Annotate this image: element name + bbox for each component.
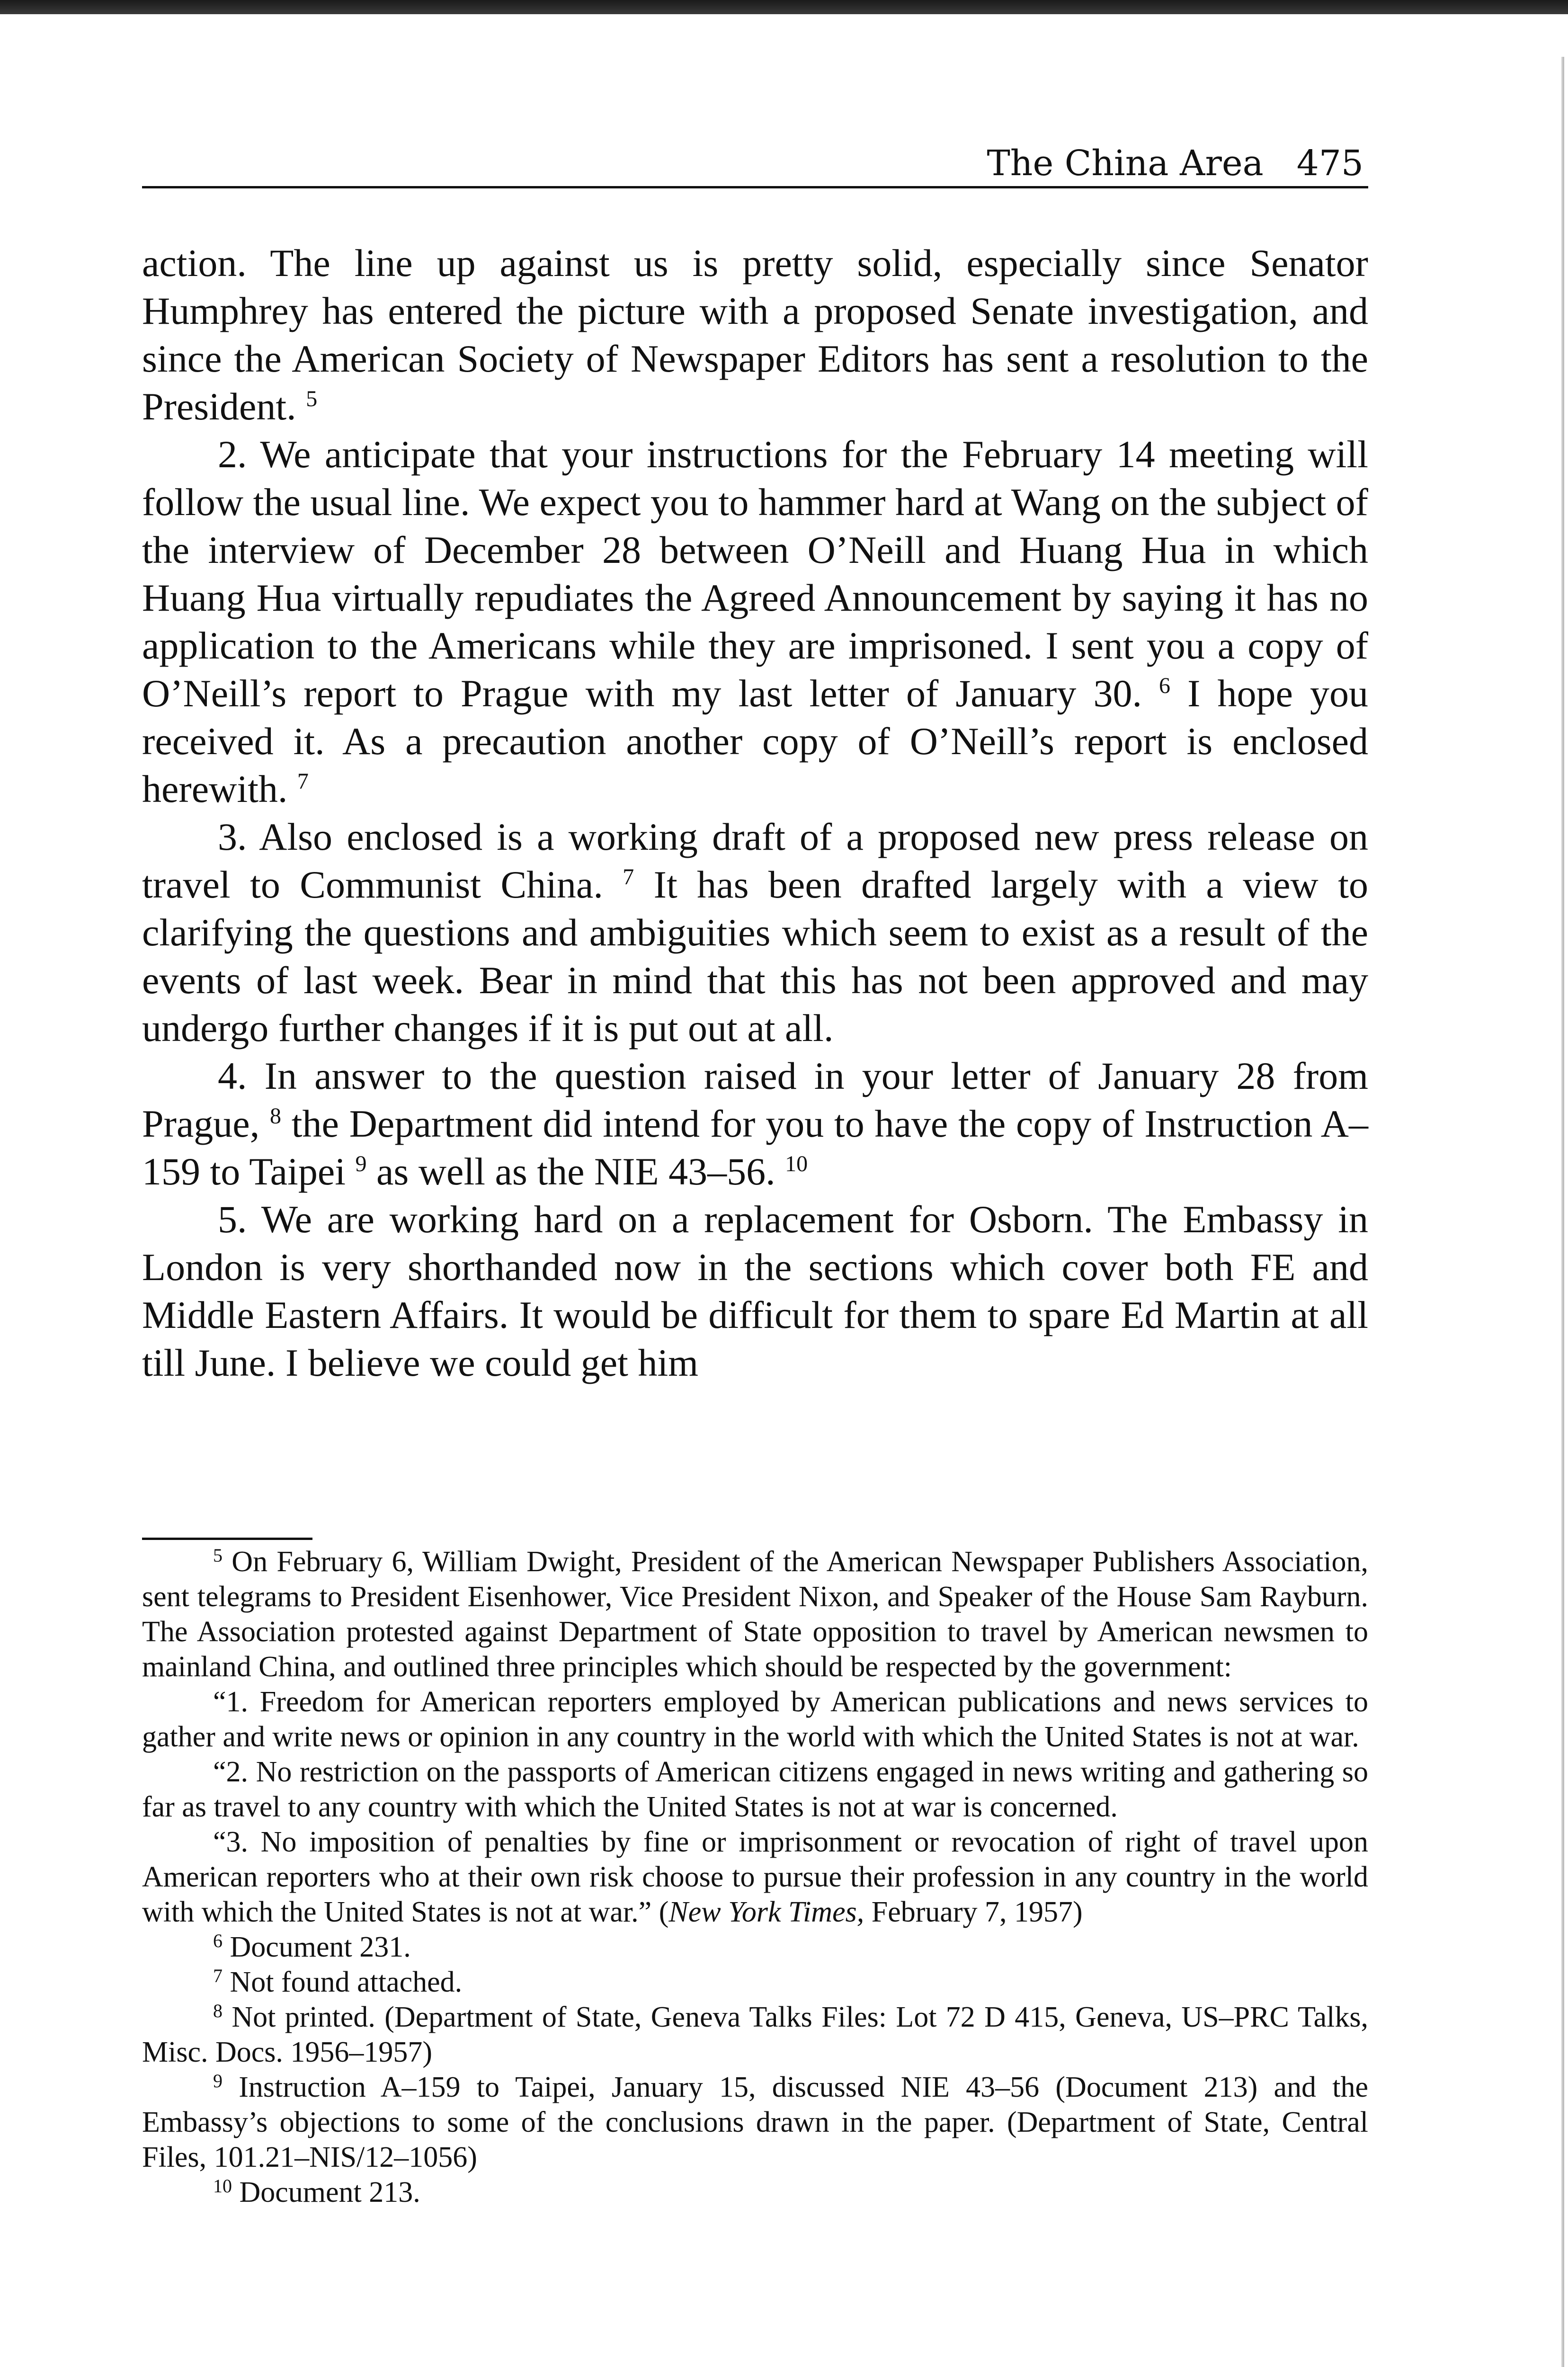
scan-top-edge	[0, 0, 1568, 14]
paragraph-5	[142, 1195, 1368, 1387]
paragraph-4-text-a: 4. In answer to the question raised in your letter of January 28 from Prague,	[142, 1054, 1368, 1145]
footnote-6-number: 6	[213, 1930, 223, 1951]
paragraph-2	[142, 430, 1368, 813]
footnote-ref-6: 6	[1159, 673, 1171, 698]
paragraph-4-text-c: as well as the NIE 43–56.	[366, 1150, 785, 1193]
footnote-ref-7: 7	[297, 769, 309, 794]
footnote-9-text: Instruction A–159 to Taipei, January 15, discussed NIE 43–56 (Document 213) and the Embassy’s objections to some of the conclusions drawn in the paper. (Department of State, Central Files, 101.21–NIS/12–1056)	[142, 2071, 1368, 2173]
footnote-ref-8: 8	[269, 1103, 281, 1129]
footnotes	[142, 1544, 1368, 2210]
footnote-5-quote-3	[142, 1824, 1368, 1930]
footnote-5-text: On February 6, William Dwight, President of the American Newspaper Publishers Association, sent telegrams to President Eisenhower, Vice President Nixon, and Speaker of the House Sam Rayburn. The Association protested against Department of State opposition to travel by American newsmen to mainland China, and outlined three principles which should be respected by the government:	[142, 1546, 1368, 1683]
paragraph-1	[142, 239, 1368, 430]
paragraph-5-text: 5. We are working hard on a replacement for Osborn. The Embassy in London is very shorthanded now in the sections which cover both FE and Middle Eastern Affairs. It would be difficult for them to spare Ed Martin at all till June. I believe we could get him	[142, 1198, 1368, 1384]
footnote-10-text: Document 213.	[232, 2176, 420, 2208]
footnote-7-number: 7	[213, 1965, 223, 1986]
paragraph-4-text-b: the Department did intend for you to have the copy of Instruction A–159 to Taipei	[142, 1102, 1368, 1193]
paragraph-4	[142, 1052, 1368, 1195]
footnote-10-number: 10	[213, 2175, 232, 2197]
footnote-5-date: February 7, 1957)	[864, 1896, 1083, 1928]
footnote-6	[142, 1930, 1368, 1965]
paragraph-1-text: action. The line up against us is pretty solid, especially since Senator Humphrey has entered the picture with a proposed Senate investigation, and since the American Society of Newspaper Editors has sent a resolution to the President.	[142, 241, 1368, 428]
footnote-9	[142, 2070, 1368, 2175]
footnote-8-text: Not printed. (Department of State, Geneva Talks Files: Lot 72 D 415, Geneva, US–PRC Talks, Misc. Docs. 1956–1957)	[142, 2001, 1368, 2068]
footnote-10	[142, 2175, 1368, 2210]
footnote-ref-9: 9	[355, 1151, 367, 1176]
footnote-6-text: Document 231.	[223, 1931, 411, 1963]
footnote-5-quote-3-text: “3. No imposition of penalties by fine or imprisonment or revocation of right of travel upon American reporters who at their own risk choose to pursue their profession in any country in the world with which the United States is not at war.” (	[142, 1826, 1368, 1928]
footnote-5-quote-2: “2. No restriction on the passports of American citizens engaged in news writing and gathering so far as travel to any country with which the United States is not at war is concerned.	[142, 1756, 1368, 1823]
footnote-8	[142, 2000, 1368, 2070]
footnote-7-text: Not found attached.	[223, 1966, 463, 1998]
running-title: The China Area	[987, 143, 1264, 184]
footnote-9-number: 9	[213, 2070, 223, 2091]
page-number: 475	[1296, 143, 1363, 184]
footnote-ref-7b: 7	[623, 864, 634, 890]
footnote-separator	[142, 1538, 312, 1540]
footnote-5-number: 5	[213, 1545, 223, 1566]
footnote-8-number: 8	[213, 2000, 223, 2021]
paragraph-3-text-a: 3. Also enclosed is a working draft of a proposed new press release on travel to Communist China.	[142, 815, 1368, 906]
paragraph-3-text-b: It has been drafted largely with a view to clarifying the questions and ambiguities which seem to exist as a result of the events of last week. Bear in mind that this has not been approved and may undergo further changes if it is put out at all.	[142, 863, 1368, 1050]
running-header	[142, 138, 1368, 188]
body-text	[142, 239, 1368, 1387]
footnote-5-quote-1: “1. Freedom for American reporters employed by American publications and news services to gather and write news or opinion in any country in the world with which the United States is not at war.	[142, 1686, 1368, 1753]
footnote-ref-5: 5	[306, 386, 318, 411]
footnote-ref-10: 10	[785, 1151, 808, 1176]
paragraph-3	[142, 813, 1368, 1052]
footnote-5	[142, 1544, 1368, 1684]
scan-right-edge	[1561, 57, 1564, 2367]
footnote-7	[142, 1965, 1368, 2000]
footnote-5-source: New York Times,	[668, 1896, 864, 1928]
paragraph-2-text-a: 2. We anticipate that your instructions for the February 14 meeting will follow the usual line. We expect you to hammer hard at Wang on the subject of the interview of December 28 between O’Neill and Huang Hua in which Huang Hua virtually repudiates the Agreed Announcement by saying it has no application to the Americans while they are imprisoned. I sent you a copy of O’Neill’s report to Prague with my last letter of January 30.	[142, 433, 1368, 715]
paragraph-2-text-b: I hope you received it. As a precaution another copy of O’Neill’s report is enclosed herewith.	[142, 672, 1368, 810]
